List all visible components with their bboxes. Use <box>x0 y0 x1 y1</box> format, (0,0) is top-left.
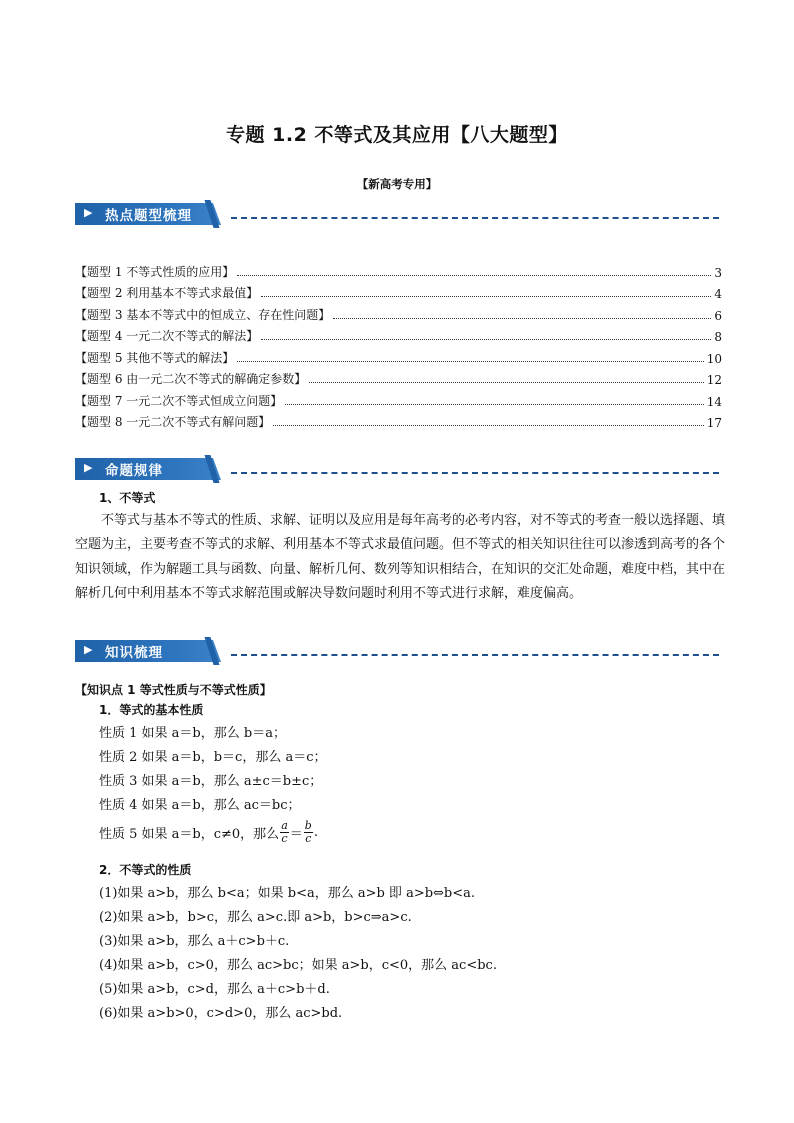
fraction-a-over-c <box>280 820 289 845</box>
toc-item[interactable] <box>75 409 722 431</box>
toc-page: 8 <box>714 330 722 344</box>
inequality-line: (3)如果 a>b，那么 a＋c>b＋c. <box>99 934 290 949</box>
play-arrow-icon: ▶ <box>84 461 93 474</box>
inequality-line: (4)如果 a>b，c>0，那么 ac>bc；如果 a>b，c<0，那么 ac<bc. <box>99 958 497 973</box>
play-arrow-icon: ▶ <box>84 643 93 656</box>
toc-item[interactable] <box>75 280 722 302</box>
knowledge-point-heading: 【知识点 1 等式性质与不等式性质】 <box>75 683 272 697</box>
page-title: 专题 1.2 不等式及其应用【八大题型】 <box>226 124 568 146</box>
toc-leader <box>333 318 711 319</box>
toc-label: 【题型 4 一元二次不等式的解法】 <box>75 329 259 343</box>
toc-item[interactable] <box>75 366 722 388</box>
section-divider <box>231 217 719 219</box>
toc-item[interactable] <box>75 344 722 366</box>
section-title: 命题规律 <box>105 463 163 479</box>
fraction-numerator: b <box>304 819 312 832</box>
toc-leader <box>261 339 711 340</box>
equals-sign: ＝ <box>289 827 303 842</box>
inequality-line: (5)如果 a>b，c>d，那么 a＋c>b＋d. <box>99 982 330 997</box>
toc-leader <box>237 275 711 276</box>
equality-properties-heading: 1．等式的基本性质 <box>99 703 204 717</box>
inequality-properties-heading: 2．不等式的性质 <box>99 863 192 877</box>
property-line-5 <box>99 820 318 845</box>
toc-page: 3 <box>714 265 722 280</box>
property-line: 性质 2 如果 a＝b，b＝c，那么 a＝c； <box>99 750 327 765</box>
toc-page: 6 <box>714 308 722 323</box>
toc-page: 10 <box>706 351 722 366</box>
toc-label: 【题型 8 一元二次不等式有解问题】 <box>75 415 271 429</box>
toc-page: 12 <box>706 373 722 387</box>
property-line: 性质 4 如果 a＝b，那么 ac＝bc； <box>99 798 301 813</box>
inequality-line: (2)如果 a>b，b>c，那么 a>c.即 a>b，b>c⇒a>c. <box>99 910 412 925</box>
section-divider <box>231 654 719 656</box>
subtitle: 【新高考专用】 <box>356 177 438 191</box>
toc-leader <box>237 361 703 362</box>
toc-label: 【题型 2 利用基本不等式求最值】 <box>75 286 259 300</box>
toc-label: 【题型 3 基本不等式中的恒成立、存在性问题】 <box>75 307 331 322</box>
toc-page: 4 <box>714 287 722 301</box>
fraction-b-over-c <box>304 820 313 845</box>
rule-paragraph: 不等式与基本不等式的性质、求解、证明以及应用是每年高考的必考内容，对不等式的考查一般以选择题、填空题为主，主要考查不等式的求解、利用基本不等式求最值问题。但不等式的相关知识往往可以渗透到高考的各个知识领域，作为解题工具与函数、向量、解析几何、数列等知识相结合，在知识的交汇处命题，难度中档，其中在解析几何中利用基本不等式求解范围或解决导数问题时利用不等式进行求解，难度偏高。 <box>75 513 726 602</box>
toc-leader <box>285 404 703 405</box>
section-header-rule <box>75 455 725 483</box>
inequality-line: (1)如果 a>b，那么 b<a；如果 b<a，那么 a>b 即 a>b⇔b<a. <box>99 886 476 901</box>
property-line: 性质 1 如果 a＝b，那么 b＝a； <box>99 726 286 741</box>
toc-item[interactable] <box>75 258 722 280</box>
inequality-line: (6)如果 a>b>0，c>d>0，那么 ac>bd. <box>99 1006 343 1021</box>
toc-page: 14 <box>706 394 722 409</box>
toc-leader <box>309 382 703 383</box>
property5-text: 性质 5 如果 a＝b，c≠0，那么 <box>99 827 280 842</box>
section-header-hot <box>75 200 725 228</box>
property-line: 性质 3 如果 a＝b，那么 a±c＝b±c； <box>99 774 323 789</box>
section-title: 知识梳理 <box>105 645 163 661</box>
period: . <box>313 825 318 840</box>
toc-label: 【题型 1 不等式性质的应用】 <box>75 264 235 279</box>
section-divider <box>231 472 719 474</box>
toc-label: 【题型 6 由一元二次不等式的解确定参数】 <box>75 372 307 386</box>
fraction-denominator: c <box>305 832 312 845</box>
toc-item[interactable] <box>75 323 722 345</box>
toc-page: 17 <box>706 416 722 430</box>
toc-label: 【题型 7 一元二次不等式恒成立问题】 <box>75 393 283 408</box>
rule-heading: 1、不等式 <box>99 491 156 505</box>
table-of-contents <box>75 258 722 430</box>
fraction-numerator: a <box>281 819 288 832</box>
fraction-denominator: c <box>281 832 288 845</box>
section-title: 热点题型梳理 <box>105 208 192 224</box>
toc-item[interactable] <box>75 301 722 323</box>
toc-label: 【题型 5 其他不等式的解法】 <box>75 350 235 365</box>
toc-leader <box>273 425 703 426</box>
section-header-knowledge <box>75 637 725 665</box>
toc-leader <box>261 296 711 297</box>
toc-item[interactable] <box>75 387 722 409</box>
play-arrow-icon: ▶ <box>84 206 93 219</box>
